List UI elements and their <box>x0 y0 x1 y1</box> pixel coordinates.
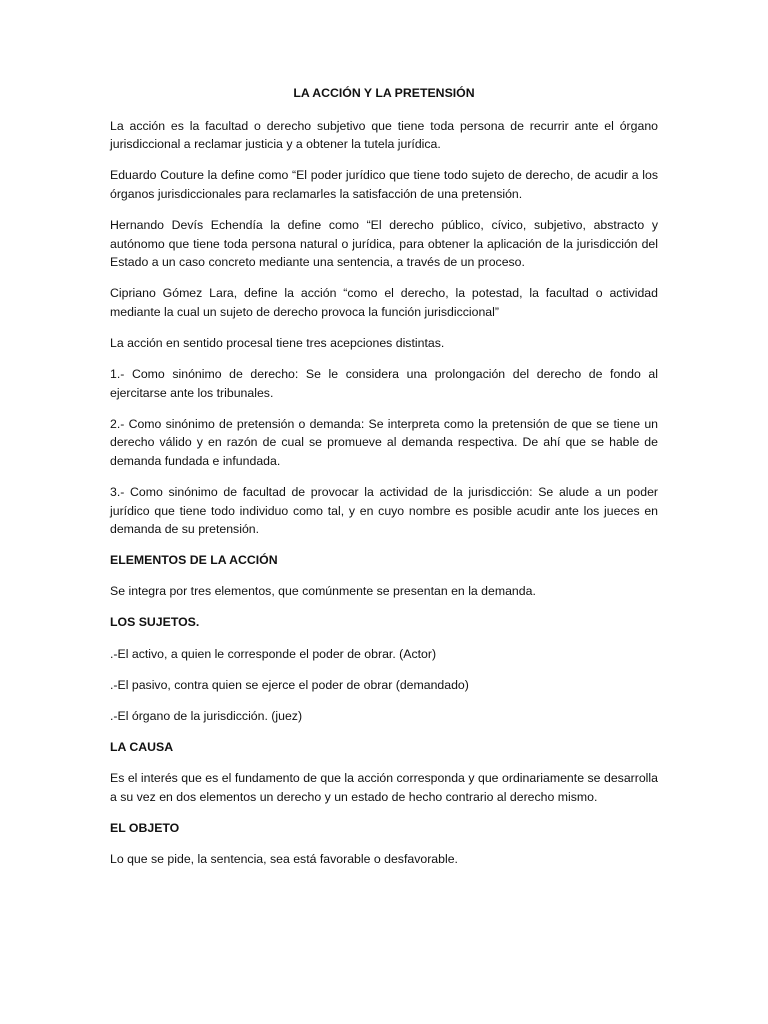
heading-elementos: ELEMENTOS DE LA ACCIÓN <box>110 553 278 568</box>
paragraph-couture: Eduardo Couture la define como “El poder jurídico que tiene todo sujeto de derecho, de acudir a los órganos jurisdiccionales para reclamarles la satisfacción de una pretensión. <box>110 168 658 201</box>
paragraph-causa: Es el interés que es el fundamento de que la acción corresponda y que ordinariamente se desarrolla a su vez en dos elementos un derecho y un estado de hecho contrario al derecho mismo. <box>110 770 658 804</box>
list-item-pasivo: .-El pasivo, contra quien se ejerce el poder de obrar (demandado) <box>110 677 469 692</box>
paragraph-acepciones: La acción en sentido procesal tiene tres acepciones distintas. <box>110 335 445 350</box>
paragraph-definition: La acción es la facultad o derecho subjetivo que tiene toda persona de recurrir ante el órgano jurisdiccional a reclamar justicia y a obtener la tutela jurídica. <box>110 118 658 152</box>
paragraph-devis-echendia: Hernando Devís Echendía la define como “El derecho público, cívico, subjetivo, abstracto y autónomo que tiene toda persona natural o jurídica, para obtener la aplicación de la jurisdicción del Estado a un caso concreto mediante una sentencia, a través de un proceso. <box>110 217 658 270</box>
list-item-organo: .-El órgano de la jurisdicción. (juez) <box>110 708 303 723</box>
heading-causa: LA CAUSA <box>110 739 174 754</box>
paragraph-gomez-lara: Cipriano Gómez Lara, define la acción “como el derecho, la potestad, la facultad o actividad mediante la cual un sujeto de derecho provoca la función jurisdiccional” <box>110 286 658 319</box>
paragraph-acepcion-1: 1.- Como sinónimo de derecho: Se le considera una prolongación del derecho de fondo al ejercitarse ante los tribunales. <box>110 367 658 400</box>
list-item-activo: .-El activo, a quien le corresponde el poder de obrar. (Actor) <box>110 646 437 661</box>
heading-objeto: EL OBJETO <box>110 820 180 835</box>
paragraph-objeto: Lo que se pide, la sentencia, sea está favorable o desfavorable. <box>110 851 458 866</box>
heading-sujetos: LOS SUJETOS. <box>110 615 200 630</box>
document-body <box>110 84 658 881</box>
paragraph-acepcion-2: 2.- Como sinónimo de pretensión o demanda: Se interpreta como la pretensión de que se tiene un derecho válido y en razón de cual se promueve al demanda respectiva. De ahí que se hable de demanda fundada e infundada. <box>110 416 658 468</box>
paragraph-acepcion-3: 3.- Como sinónimo de facultad de provocar la actividad de la jurisdicción: Se alude a un poder jurídico que tiene todo individuo como tal, y en cuyo nombre es posible acudir ante los jueces en demanda de su pretensión. <box>110 485 658 537</box>
paragraph-elementos: Se integra por tres elementos, que comúnmente se presentan en la demanda. <box>110 584 536 599</box>
document-title: LA ACCIÓN Y LA PRETENSIÓN <box>293 86 475 100</box>
